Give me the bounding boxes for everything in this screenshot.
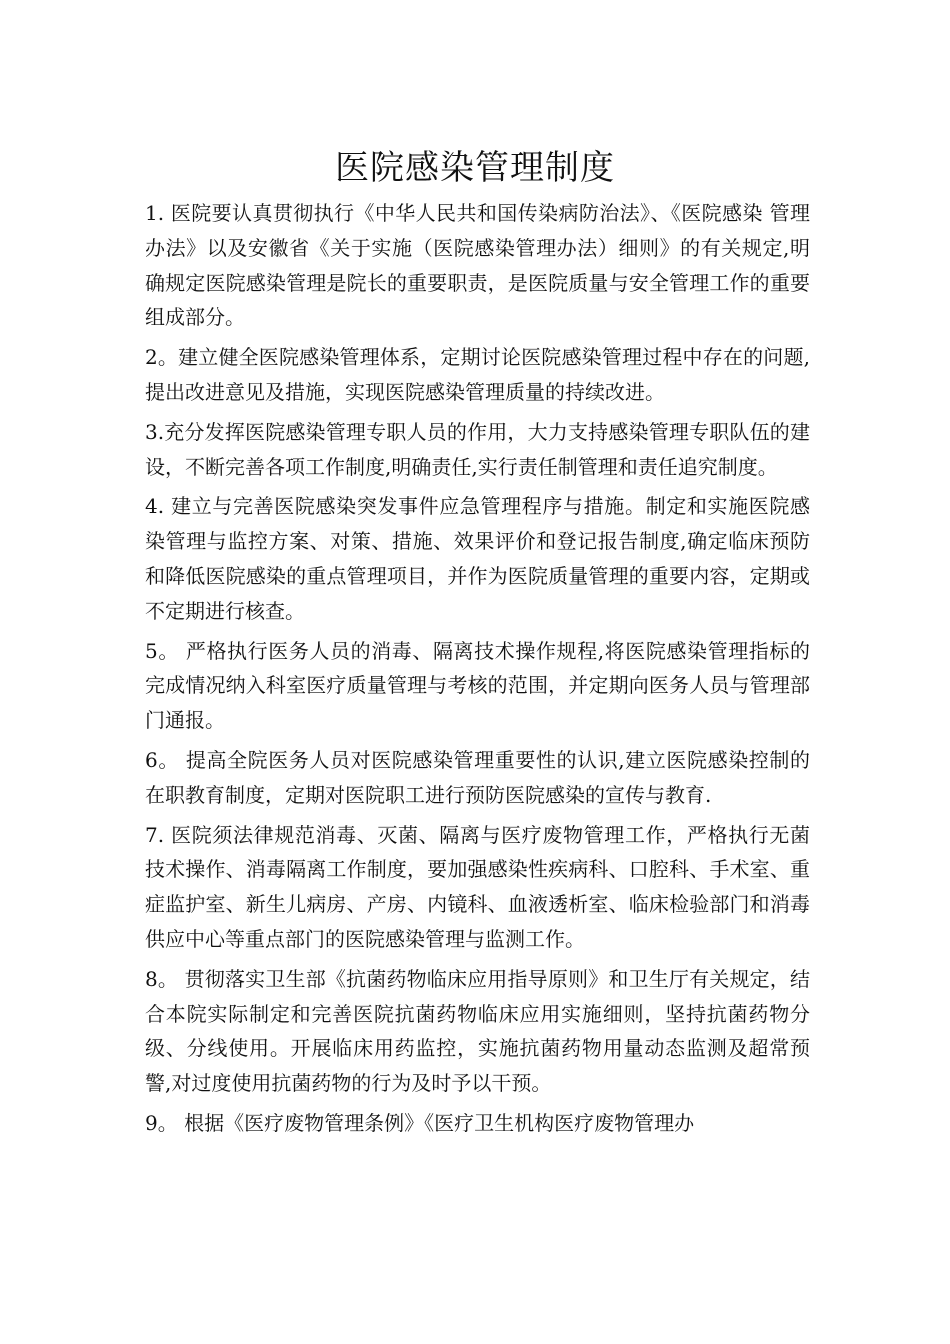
paragraph-2: 2。建立健全医院感染管理体系，定期讨论医院感染管理过程中存在的问题,提出改进意见及措施，实现医院感染管理质量的持续改进。 [145, 345, 810, 404]
document-body [145, 196, 810, 1146]
document-title: 医院感染管理制度 [335, 147, 615, 188]
paragraph-9: 9。 根据《医疗废物管理条例》《医疗卫生机构医疗废物管理办 [145, 1110, 695, 1135]
paragraph-6: 6。 提高全院医务人员对医院感染管理重要性的认识,建立医院感染控制的在职教育制度，定期对医院职工进行预防医院感染的宣传与教育. [145, 747, 810, 807]
paragraph-3: 3.充分发挥医院感染管理专职人员的作用，大力支持感染管理专职队伍的建设，不断完善各项工作制度,明确责任,实行责任制管理和责任追究制度。 [145, 419, 810, 479]
paragraph-5: 5。 严格执行医务人员的消毒、隔离技术操作规程,将医院感染管理指标的完成情况纳入科室医疗质量管理与考核的范围，并定期向医务人员与管理部门通报。 [145, 638, 810, 733]
paragraph-4: 4. 建立与完善医院感染突发事件应急管理程序与措施。制定和实施医院感染管理与监控方案、对策、措施、效果评价和登记报告制度,确定临床预防和降低医院感染的重点管理项目，并作为医院质量管理的重要内容，定期或不定期进行核查。 [145, 494, 810, 623]
paragraph-1: 1. 医院要认真贯彻执行《中华人民共和国传染病防治法》、《医院感染 管理办法》以及安徽省《关于实施（医院感染管理办法）细则》的有关规定,明确规定医院感染管理是院长的重要职责，是医院质量与安全管理工作的重要组成部分。 [145, 201, 810, 330]
paragraph-7: 7. 医院须法律规范消毒、灭菌、隔离与医疗废物管理工作，严格执行无菌技术操作、消毒隔离工作制度，要加强感染性疾病科、口腔科、手术室、重症监护室、新生儿病房、产房、内镜科、血液透析室、临床检验部门和消毒供应中心等重点部门的医院感染管理与监测工作。 [145, 822, 810, 951]
paragraph-8: 8。 贯彻落实卫生部《抗菌药物临床应用指导原则》和卫生厅有关规定，结合本院实际制定和完善医院抗菌药物临床应用实施细则，坚持抗菌药物分级、分线使用。开展临床用药监控，实施抗菌药物用量动态监测及超常预警,对过度使用抗菌药物的行为及时予以干预。 [145, 966, 810, 1096]
